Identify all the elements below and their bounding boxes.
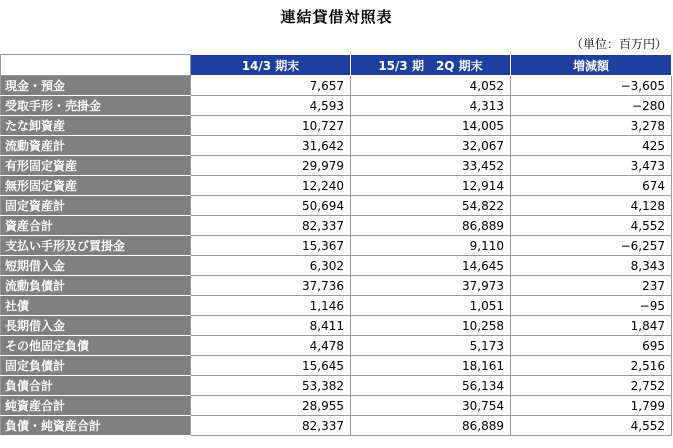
prev-period-value: 29,979 (191, 156, 351, 176)
current-period-value: 4,052 (351, 76, 511, 96)
table-row (1, 356, 672, 376)
change-value: 4,552 (511, 416, 672, 436)
table-row (1, 236, 672, 256)
change-value: 425 (511, 136, 672, 156)
current-period-value: 9,110 (351, 236, 511, 256)
change-value: −95 (511, 296, 672, 316)
change-value: 695 (511, 336, 672, 356)
prev-period-value: 15,645 (191, 356, 351, 376)
row-label: 無形固定資産 (1, 176, 191, 196)
header-corner (1, 55, 191, 76)
current-period-value: 14,005 (351, 116, 511, 136)
prev-period-value: 6,302 (191, 256, 351, 276)
prev-period-value: 1,146 (191, 296, 351, 316)
prev-period-value: 7,657 (191, 76, 351, 96)
table-row (1, 116, 672, 136)
current-period-value: 37,973 (351, 276, 511, 296)
current-period-value: 1,051 (351, 296, 511, 316)
prev-period-value: 82,337 (191, 416, 351, 436)
change-value: 1,799 (511, 396, 672, 416)
row-label: 流動負債計 (1, 276, 191, 296)
row-label: 固定資産計 (1, 196, 191, 216)
change-value: 1,847 (511, 316, 672, 336)
table-row (1, 76, 672, 96)
table-row (1, 396, 672, 416)
table-row (1, 196, 672, 216)
header-current-period: 15/3 期 2Q 期末 (351, 55, 511, 76)
page-title: 連結貸借対照表 (280, 8, 393, 26)
row-label: 社債 (1, 296, 191, 316)
row-label: 資産合計 (1, 216, 191, 236)
row-label: 負債合計 (1, 376, 191, 396)
change-value: 8,343 (511, 256, 672, 276)
current-period-value: 30,754 (351, 396, 511, 416)
prev-period-value: 4,478 (191, 336, 351, 356)
row-label: 有形固定資産 (1, 156, 191, 176)
change-value: 2,516 (511, 356, 672, 376)
prev-period-value: 28,955 (191, 396, 351, 416)
prev-period-value: 31,642 (191, 136, 351, 156)
current-period-value: 18,161 (351, 356, 511, 376)
header-prev-period: 14/3 期末 (191, 55, 351, 76)
table-row (1, 176, 672, 196)
change-value: 674 (511, 176, 672, 196)
header-change: 増減額 (511, 55, 672, 76)
prev-period-value: 53,382 (191, 376, 351, 396)
table-row (1, 276, 672, 296)
row-label: 純資産合計 (1, 396, 191, 416)
change-value: 2,752 (511, 376, 672, 396)
current-period-value: 4,313 (351, 96, 511, 116)
row-label: 長期借入金 (1, 316, 191, 336)
row-label: 固定負債計 (1, 356, 191, 376)
table-row (1, 416, 672, 436)
change-value: 4,128 (511, 196, 672, 216)
change-value: −6,257 (511, 236, 672, 256)
prev-period-value: 82,337 (191, 216, 351, 236)
prev-period-value: 37,736 (191, 276, 351, 296)
table-row (1, 376, 672, 396)
table-row (1, 216, 672, 236)
balance-sheet-table (0, 54, 672, 436)
unit-note: （単位：百万円） (570, 37, 667, 51)
change-value: −3,605 (511, 76, 672, 96)
current-period-value: 33,452 (351, 156, 511, 176)
table-body (1, 76, 672, 436)
prev-period-value: 4,593 (191, 96, 351, 116)
row-label: その他固定負債 (1, 336, 191, 356)
row-label: 負債・純資産合計 (1, 416, 191, 436)
table-row (1, 256, 672, 276)
current-period-value: 10,258 (351, 316, 511, 336)
table-row (1, 336, 672, 356)
table-row (1, 96, 672, 116)
row-label: 受取手形・売掛金 (1, 96, 191, 116)
table-row (1, 136, 672, 156)
row-label: たな卸資産 (1, 116, 191, 136)
change-value: 4,552 (511, 216, 672, 236)
prev-period-value: 12,240 (191, 176, 351, 196)
prev-period-value: 10,727 (191, 116, 351, 136)
change-value: 3,278 (511, 116, 672, 136)
change-value: −280 (511, 96, 672, 116)
current-period-value: 32,067 (351, 136, 511, 156)
current-period-value: 14,645 (351, 256, 511, 276)
table-row (1, 156, 672, 176)
prev-period-value: 8,411 (191, 316, 351, 336)
row-label: 現金・預金 (1, 76, 191, 96)
row-label: 流動資産計 (1, 136, 191, 156)
table-row (1, 316, 672, 336)
change-value: 3,473 (511, 156, 672, 176)
current-period-value: 86,889 (351, 416, 511, 436)
header-row (1, 55, 672, 76)
row-label: 短期借入金 (1, 256, 191, 276)
current-period-value: 86,889 (351, 216, 511, 236)
change-value: 237 (511, 276, 672, 296)
table-row (1, 296, 672, 316)
prev-period-value: 15,367 (191, 236, 351, 256)
current-period-value: 12,914 (351, 176, 511, 196)
row-label: 支払い手形及び買掛金 (1, 236, 191, 256)
prev-period-value: 50,694 (191, 196, 351, 216)
current-period-value: 56,134 (351, 376, 511, 396)
current-period-value: 54,822 (351, 196, 511, 216)
current-period-value: 5,173 (351, 336, 511, 356)
